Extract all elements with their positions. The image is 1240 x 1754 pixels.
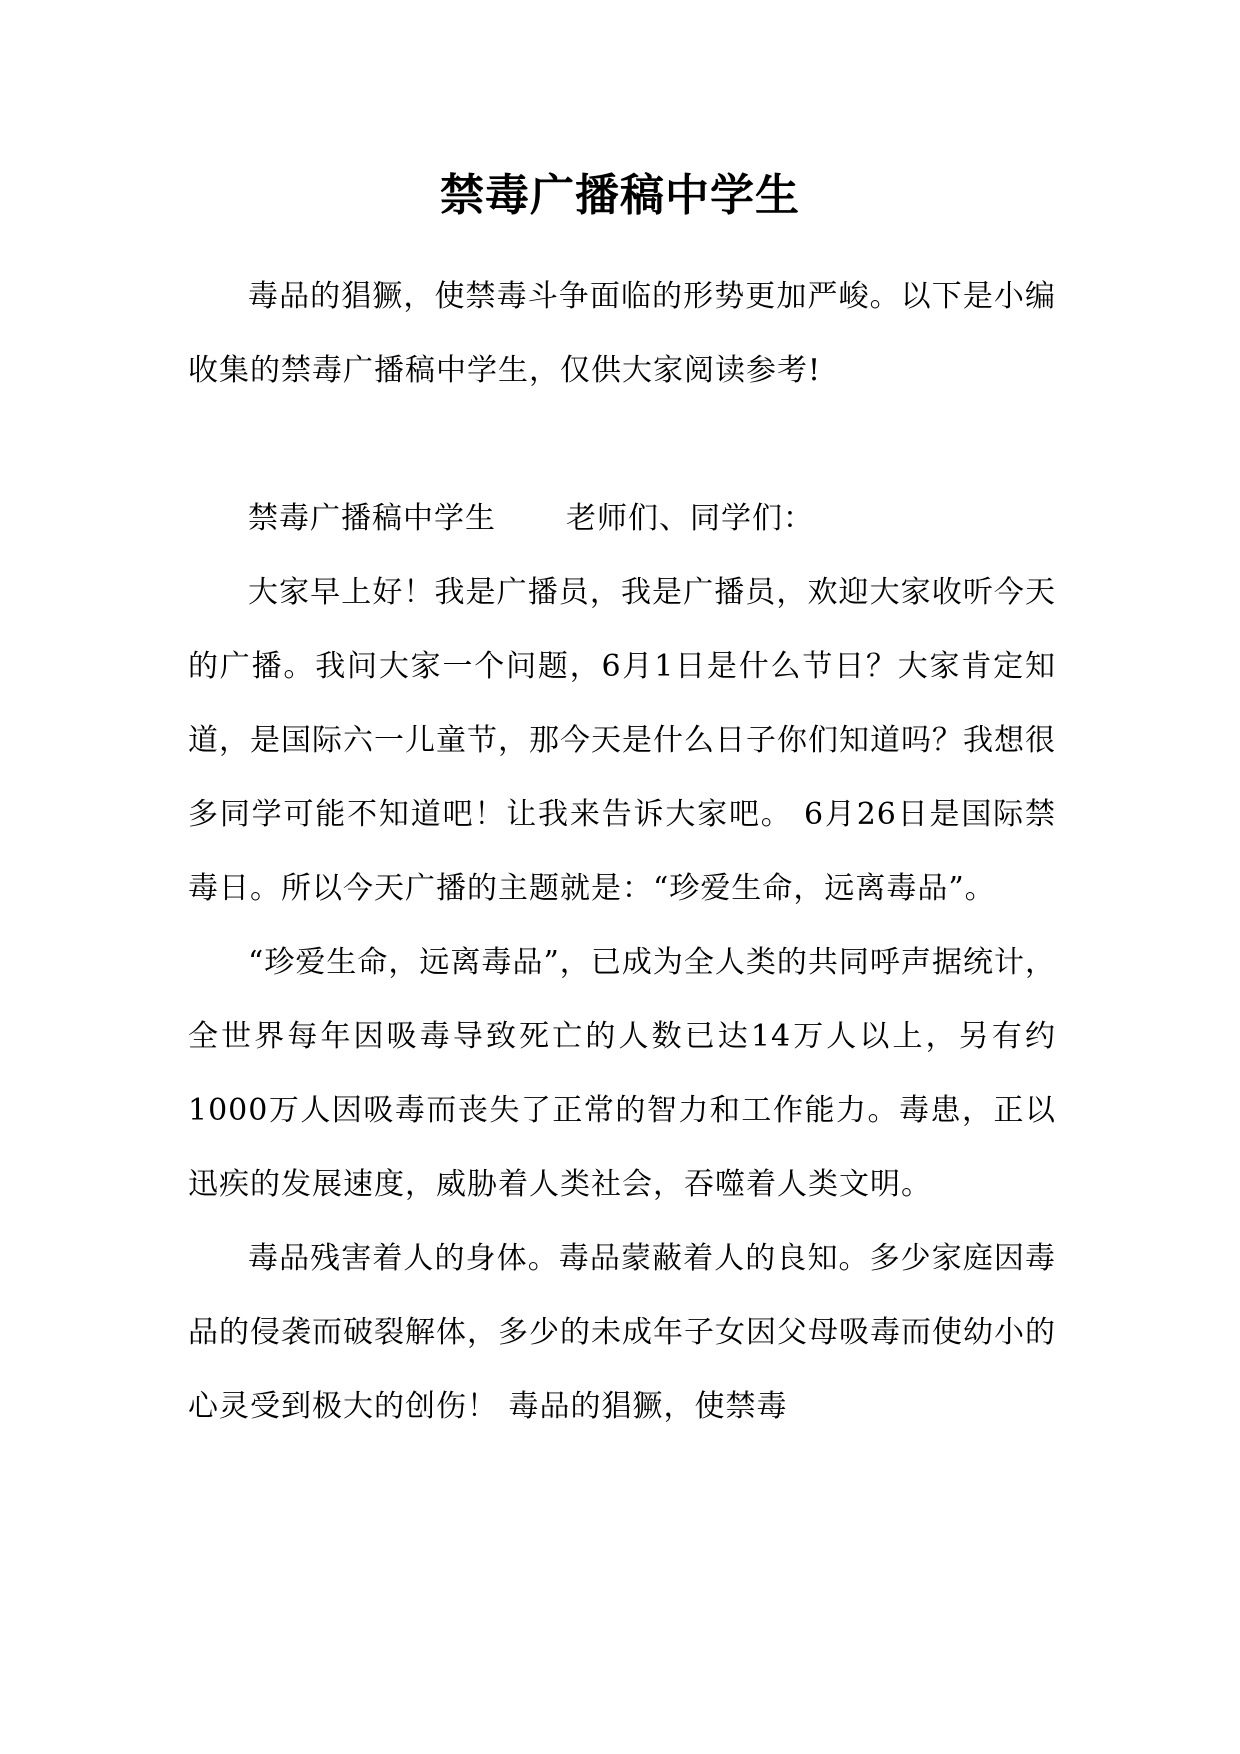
intro-paragraph: 毒品的猖獗，使禁毒斗争面临的形势更加严峻。以下是小编收集的禁毒广播稿中学生，仅供大家阅读参考!: [188, 279, 1056, 388]
heading-label: 禁毒广播稿中学生: [248, 501, 496, 536]
greeting-line: [188, 482, 1056, 556]
body-paragraph: 毒品残害着人的身体。毒品蒙蔽着人的良知。多少家庭因毒品的侵袭而破裂解体，多少的未成年子女因父母吸毒而使幼小的心灵受到极大的创伤！ 毒品的猖獗，使禁毒: [188, 1241, 1056, 1424]
main-body: [188, 482, 1056, 1444]
body-paragraph: “珍爱生命，远离毒品”，已成为全人类的共同呼声据统计，全世界每年因吸毒导致死亡的人数已达14万人以上，另有约1000万人因吸毒而丧失了正常的智力和工作能力。毒患，正以迅疾的发展速度，威胁着人类社会，吞噬着人类文明。: [188, 945, 1056, 1202]
body-paragraph: 大家早上好！我是广播员，我是广播员，欢迎大家收听今天的广播。我问大家一个问题，6月1日是什么节日？大家肯定知道，是国际六一儿童节，那今天是什么日子你们知道吗？我想很多同学可能不知道吧！让我来告诉大家吧。 6月26日是国际禁毒日。所以今天广播的主题就是：“珍爱生命，远离毒品”。: [188, 575, 1056, 906]
document-title: 禁毒广播稿中学生: [440, 170, 800, 221]
intro-block: [188, 260, 1056, 408]
greeting-text: 老师们、同学们：: [566, 501, 814, 536]
